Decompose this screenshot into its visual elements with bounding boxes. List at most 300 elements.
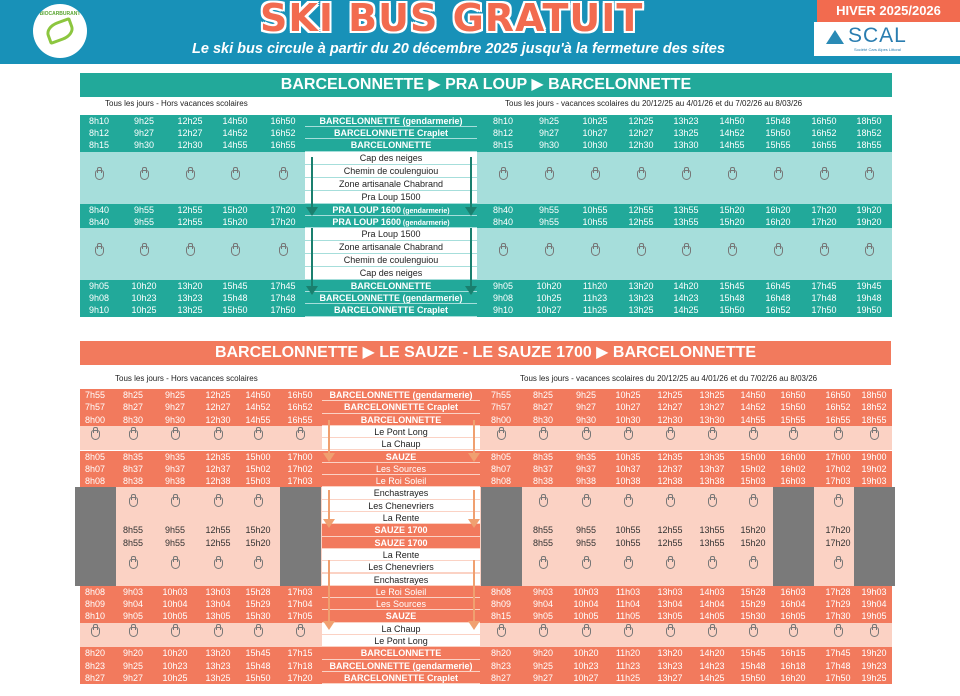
departure-time: 12h37	[657, 463, 683, 474]
hand-icon	[214, 559, 223, 569]
on-demand-stop-cell	[198, 426, 239, 451]
no-service-block	[773, 524, 814, 536]
departure-time: 9h25	[133, 116, 155, 126]
on-demand-stop-cell	[523, 426, 564, 451]
departure-time: 17h50	[811, 305, 837, 316]
departure-time: 10h55	[582, 204, 608, 215]
departure-time: 9h04	[532, 599, 554, 610]
departure-time: 16h18	[780, 660, 806, 671]
departure-time: 11h20	[582, 281, 608, 291]
departure-time: 13h20	[657, 648, 683, 659]
on-demand-stop-cell	[75, 426, 116, 451]
hand-icon	[279, 170, 288, 180]
no-service-block	[854, 524, 895, 536]
departure-time: 17h20	[270, 204, 296, 215]
departure-time: 13h03	[657, 586, 683, 597]
no-service-block	[481, 549, 522, 586]
departure-time: 17h45	[270, 281, 296, 291]
departure-time: 15h20	[740, 537, 766, 548]
departure-time: 9h55	[538, 216, 560, 227]
hand-icon	[140, 170, 149, 180]
hand-icon	[539, 627, 548, 637]
stop-name: BARCELONNETTE Craplet	[322, 672, 480, 684]
departure-time: 9h10	[88, 305, 110, 316]
hand-icon	[296, 430, 305, 440]
departure-time: 12h55	[657, 525, 683, 536]
departure-time: 8h15	[492, 140, 514, 151]
hand-icon	[865, 246, 874, 256]
departure-time: 8h08	[490, 586, 512, 597]
stop-name: Enchastrayes	[322, 487, 480, 499]
hand-icon	[708, 430, 717, 440]
on-demand-stop-cell	[733, 549, 774, 586]
on-demand-stop-cell	[280, 623, 321, 648]
no-service-block	[854, 549, 895, 586]
on-demand-stop-cell	[608, 487, 649, 524]
stop-name: BARCELONNETTE	[322, 647, 480, 659]
departure-time: 15h50	[222, 305, 248, 316]
departure-time: 17h02	[287, 463, 313, 474]
hand-icon	[91, 430, 100, 440]
departure-time: 12h27	[205, 402, 231, 413]
departure-time: 17h00	[287, 451, 313, 462]
departure-time: 14h20	[699, 648, 725, 659]
stop-name: SAUZE 1700	[322, 524, 480, 536]
departure-time: 13h05	[205, 611, 231, 622]
departure-time: 16h50	[287, 390, 313, 400]
on-demand-stop-cell	[261, 228, 305, 280]
stop-name: Chemin de coulenguiou	[305, 165, 477, 178]
departure-time: 15h50	[780, 402, 806, 413]
departure-time: 8h05	[84, 451, 106, 462]
departure-time: 9h04	[122, 599, 144, 610]
on-demand-stop-cell	[566, 426, 607, 451]
stop-name: La Chaup	[322, 438, 480, 450]
departure-time: 13h20	[205, 648, 231, 659]
departure-time: 12h55	[177, 216, 203, 227]
departure-time: 9h38	[575, 476, 597, 487]
departure-time: 13h23	[628, 293, 654, 304]
hand-icon	[539, 430, 548, 440]
departure-time: 12h27	[628, 128, 654, 139]
departure-time: 16h52	[270, 128, 296, 139]
departure-time: 10h04	[573, 599, 599, 610]
departure-time: 17h30	[825, 611, 851, 622]
hand-icon	[749, 627, 758, 637]
departure-time: 15h00	[740, 451, 766, 462]
departure-time: 11h25	[582, 305, 608, 316]
departure-time: 12h27	[177, 128, 203, 139]
departure-time: 17h20	[825, 525, 851, 536]
departure-time: 9h35	[164, 451, 186, 462]
departure-time: 15h20	[719, 216, 745, 227]
departure-time: 9h03	[122, 586, 144, 597]
no-service-block	[280, 549, 321, 586]
hand-icon	[582, 430, 591, 440]
hand-icon	[708, 627, 717, 637]
departure-time: 15h50	[740, 672, 766, 683]
departure-time: 13h25	[699, 390, 725, 400]
hand-icon	[91, 627, 100, 637]
hand-icon	[129, 497, 138, 507]
mountain-icon	[826, 30, 844, 44]
departure-time: 9h27	[122, 672, 144, 683]
hand-icon	[186, 170, 195, 180]
on-demand-stop-cell	[168, 228, 212, 280]
departure-time: 9h03	[532, 586, 554, 597]
stop-name: PRA LOUP 1600 (gendarmerie)	[305, 216, 477, 228]
hand-icon	[214, 430, 223, 440]
departure-time: 16h03	[780, 476, 806, 487]
scal-logo: SCAL Société Cars Alpes Littoral	[814, 22, 960, 56]
departure-time: 9h55	[133, 204, 155, 215]
departure-time: 10h20	[573, 648, 599, 659]
on-demand-stop-cell	[481, 228, 525, 280]
departure-time: 15h50	[765, 128, 791, 139]
departure-time: 13h25	[673, 128, 699, 139]
departure-time: 16h20	[780, 672, 806, 683]
departure-time: 10h23	[131, 293, 157, 304]
departure-time: 7h57	[84, 402, 106, 413]
departure-time: 10h27	[615, 402, 641, 413]
departure-time: 15h20	[222, 216, 248, 227]
departure-time: 16h05	[780, 611, 806, 622]
departure-time: 8h27	[84, 672, 106, 683]
departure-time: 12h30	[205, 414, 231, 425]
departure-time: 19h25	[861, 672, 887, 683]
departure-time: 10h05	[573, 611, 599, 622]
hand-icon	[129, 559, 138, 569]
direction-arrow-icon	[328, 490, 330, 526]
on-demand-stop-cell	[155, 623, 196, 648]
departure-time: 14h23	[699, 660, 725, 671]
stop-name: Pra Loup 1500	[305, 228, 477, 241]
departure-time: 9h05	[532, 611, 554, 622]
hand-icon	[95, 246, 104, 256]
stop-name: BARCELONNETTE	[305, 280, 477, 292]
departure-time: 9h05	[88, 281, 110, 291]
departure-time: 8h55	[532, 525, 554, 536]
departure-time: 8h10	[84, 611, 106, 622]
departure-time: 10h20	[162, 648, 188, 659]
departure-time: 13h05	[657, 611, 683, 622]
departure-time: 15h20	[719, 204, 745, 215]
departure-time: 9h20	[532, 648, 554, 659]
hand-icon	[708, 497, 717, 507]
departure-time: 12h55	[177, 204, 203, 215]
departure-time: 13h27	[699, 402, 725, 413]
stop-name: BARCELONNETTE (gendarmerie)	[305, 292, 477, 304]
departure-time: 15h30	[740, 611, 766, 622]
departure-time: 16h55	[811, 140, 837, 151]
departure-time: 8h27	[532, 402, 554, 413]
departure-time: 10h37	[615, 463, 641, 474]
departure-time: 14h25	[699, 672, 725, 683]
departure-time: 9h55	[164, 525, 186, 536]
hand-icon	[666, 497, 675, 507]
on-demand-stop-cell	[238, 623, 279, 648]
hand-icon	[666, 559, 675, 569]
departure-time: 15h03	[740, 476, 766, 487]
departure-time: 10h03	[573, 586, 599, 597]
departure-time: 9h27	[575, 402, 597, 413]
hand-icon	[591, 246, 600, 256]
departure-time: 14h52	[740, 402, 766, 413]
departure-time: 9h08	[492, 293, 514, 304]
on-demand-stop-cell	[523, 623, 564, 648]
departure-time: 16h52	[825, 402, 851, 413]
hand-icon	[214, 627, 223, 637]
departure-time: 18h52	[861, 402, 887, 413]
hand-icon	[95, 170, 104, 180]
on-demand-stop-cell	[847, 152, 891, 204]
departure-time: 19h05	[861, 611, 887, 622]
departure-time: 19h02	[861, 463, 887, 474]
on-demand-stop-cell	[619, 152, 663, 204]
hand-icon	[254, 559, 263, 569]
on-demand-stop-cell	[77, 152, 121, 204]
departure-time: 8h00	[84, 414, 106, 425]
on-demand-stop-cell	[155, 549, 196, 586]
on-demand-stop-cell	[573, 228, 617, 280]
departure-time: 13h23	[205, 660, 231, 671]
departure-time: 12h25	[628, 116, 654, 126]
departure-time: 8h27	[122, 402, 144, 413]
departure-time: 12h55	[628, 204, 654, 215]
departure-time: 10h25	[582, 116, 608, 126]
departure-time: 8h40	[492, 216, 514, 227]
departure-time: 8h37	[532, 463, 554, 474]
departure-time: 9h25	[122, 660, 144, 671]
departure-time: 15h20	[245, 537, 271, 548]
departure-time: 11h03	[615, 586, 641, 597]
page-subtitle: Le ski bus circule à partir du 20 décembre 2025 jusqu'à la fermeture des sites	[192, 41, 725, 57]
departure-time: 8h30	[122, 414, 144, 425]
hand-icon	[666, 627, 675, 637]
departure-time: 12h25	[205, 390, 231, 400]
departure-time: 14h55	[719, 140, 745, 151]
departure-time: 9h30	[164, 414, 186, 425]
departure-time: 13h23	[177, 293, 203, 304]
departure-time: 13h04	[657, 599, 683, 610]
note-vacances: Tous les jours - vacances scolaires du 20/12/25 au 4/01/26 et du 7/02/26 au 8/03/26	[505, 99, 803, 108]
on-demand-stop-cell	[481, 426, 522, 451]
departure-time: 14h03	[699, 586, 725, 597]
hand-icon	[624, 627, 633, 637]
departure-time: 19h20	[861, 648, 887, 659]
no-service-block	[75, 487, 116, 524]
direction-arrow-icon	[470, 157, 472, 214]
departure-time: 18h50	[856, 116, 882, 126]
departure-time: 15h02	[740, 463, 766, 474]
departure-time: 10h25	[536, 293, 562, 304]
departure-time: 12h38	[205, 476, 231, 487]
departure-time: 10h23	[162, 660, 188, 671]
hand-icon	[582, 559, 591, 569]
departure-time: 12h35	[205, 451, 231, 462]
hand-icon	[728, 246, 737, 256]
departure-time: 12h55	[205, 525, 231, 536]
stop-name: Pra Loup 1500	[305, 191, 477, 204]
departure-time: 9h20	[122, 648, 144, 659]
stop-name: SAUZE	[322, 610, 480, 622]
hand-icon	[545, 170, 554, 180]
departure-time: 8h55	[122, 537, 144, 548]
departure-time: 14h25	[673, 305, 699, 316]
hand-icon	[870, 430, 879, 440]
no-service-block	[481, 537, 522, 549]
on-demand-stop-cell	[650, 487, 691, 524]
biocarburant-logo: BIOCARBURANT	[33, 4, 87, 58]
stop-name: Les Sources	[322, 598, 480, 610]
departure-time: 18h52	[856, 128, 882, 139]
departure-time: 15h48	[765, 116, 791, 126]
on-demand-stop-cell	[198, 623, 239, 648]
departure-time: 17h20	[811, 216, 837, 227]
departure-time: 12h30	[628, 140, 654, 151]
direction-arrow-icon	[473, 490, 475, 526]
departure-time: 8h25	[532, 390, 554, 400]
stop-name: BARCELONNETTE Craplet	[322, 401, 480, 413]
departure-time: 10h38	[615, 476, 641, 487]
on-demand-stop-cell	[566, 623, 607, 648]
on-demand-stop-cell	[733, 487, 774, 524]
departure-time: 12h27	[657, 402, 683, 413]
stop-name: La Rente	[322, 549, 480, 561]
departure-time: 19h20	[856, 204, 882, 215]
note-vacances: Tous les jours - vacances scolaires du 20/12/25 au 4/01/26 et du 7/02/26 au 8/03/26	[520, 374, 818, 383]
on-demand-stop-cell	[710, 152, 754, 204]
departure-time: 9h27	[532, 672, 554, 683]
on-demand-stop-cell	[692, 549, 733, 586]
hand-icon	[774, 170, 783, 180]
departure-time: 14h55	[222, 140, 248, 151]
departure-time: 19h04	[861, 599, 887, 610]
departure-time: 9h30	[575, 414, 597, 425]
departure-time: 13h20	[177, 281, 203, 291]
departure-time: 7h55	[490, 390, 512, 400]
hand-icon	[624, 559, 633, 569]
departure-time: 11h25	[615, 672, 641, 683]
departure-time: 13h55	[673, 204, 699, 215]
hand-icon	[254, 497, 263, 507]
hand-icon	[749, 430, 758, 440]
no-service-block	[75, 549, 116, 586]
departure-time: 16h50	[825, 390, 851, 400]
section-title-sauze: BARCELONNETTE ▶ LE SAUZE - LE SAUZE 1700 ▶ BARCELONNETTE	[80, 341, 891, 365]
departure-time: 15h45	[719, 281, 745, 291]
on-demand-stop-cell	[155, 426, 196, 451]
hand-icon	[497, 430, 506, 440]
on-demand-stop-cell	[692, 623, 733, 648]
departure-time: 8h09	[490, 599, 512, 610]
stop-name: Les Sources	[322, 463, 480, 475]
section-title-praloup: BARCELONNETTE ▶ PRA LOUP ▶ BARCELONNETTE	[80, 73, 892, 97]
departure-time: 18h50	[861, 390, 887, 400]
departure-time: 17h45	[825, 648, 851, 659]
departure-time: 16h45	[765, 281, 791, 291]
on-demand-stop-cell	[122, 228, 166, 280]
departure-time: 9h37	[164, 463, 186, 474]
departure-time: 7h55	[84, 390, 106, 400]
departure-time: 16h20	[765, 216, 791, 227]
departure-time: 13h38	[699, 476, 725, 487]
departure-time: 10h27	[573, 672, 599, 683]
hand-icon	[637, 246, 646, 256]
departure-time: 10h25	[131, 305, 157, 316]
no-service-block	[773, 487, 814, 524]
direction-arrow-icon	[311, 228, 313, 293]
on-demand-stop-cell	[733, 426, 774, 451]
hand-icon	[140, 246, 149, 256]
on-demand-stop-cell	[527, 152, 571, 204]
on-demand-stop-cell	[168, 152, 212, 204]
hand-icon	[834, 627, 843, 637]
departure-time: 13h35	[699, 451, 725, 462]
stop-name: SAUZE 1700	[322, 537, 480, 549]
departure-time: 9h25	[532, 660, 554, 671]
departure-time: 12h37	[205, 463, 231, 474]
departure-time: 13h03	[205, 586, 231, 597]
departure-time: 8h15	[88, 140, 110, 151]
departure-time: 19h45	[856, 281, 882, 291]
hand-icon	[539, 497, 548, 507]
departure-time: 19h00	[861, 451, 887, 462]
departure-time: 15h48	[719, 293, 745, 304]
departure-time: 9h27	[538, 128, 560, 139]
departure-time: 9h35	[575, 451, 597, 462]
hand-icon	[728, 170, 737, 180]
hand-icon	[774, 246, 783, 256]
departure-time: 12h30	[657, 414, 683, 425]
hand-icon	[545, 246, 554, 256]
stop-name: Le Pont Long	[322, 635, 480, 647]
departure-time: 9h08	[88, 293, 110, 304]
departure-time: 13h25	[205, 672, 231, 683]
departure-time: 12h55	[205, 537, 231, 548]
departure-time: 16h15	[780, 648, 806, 659]
hand-icon	[624, 497, 633, 507]
departure-time: 9h25	[538, 116, 560, 126]
no-service-block	[75, 537, 116, 549]
on-demand-stop-cell	[818, 623, 859, 648]
on-demand-stop-cell	[261, 152, 305, 204]
departure-time: 8h23	[490, 660, 512, 671]
on-demand-stop-cell	[566, 487, 607, 524]
departure-time: 13h55	[673, 216, 699, 227]
departure-time: 13h30	[699, 414, 725, 425]
hand-icon	[749, 497, 758, 507]
hand-icon	[254, 430, 263, 440]
departure-time: 10h03	[162, 586, 188, 597]
departure-time: 13h23	[673, 116, 699, 126]
hand-icon	[637, 170, 646, 180]
departure-time: 8h07	[84, 463, 106, 474]
no-service-block	[773, 549, 814, 586]
departure-time: 8h40	[492, 204, 514, 215]
departure-time: 16h03	[780, 586, 806, 597]
departure-time: 10h20	[536, 281, 562, 291]
departure-time: 16h50	[780, 390, 806, 400]
hand-icon	[834, 497, 843, 507]
departure-time: 8h20	[84, 648, 106, 659]
stop-name: Enchastrayes	[322, 574, 480, 586]
on-demand-stop-cell	[608, 549, 649, 586]
departure-time: 13h25	[628, 305, 654, 316]
on-demand-stop-cell	[818, 426, 859, 451]
departure-time: 14h52	[719, 128, 745, 139]
on-demand-stop-cell	[608, 426, 649, 451]
